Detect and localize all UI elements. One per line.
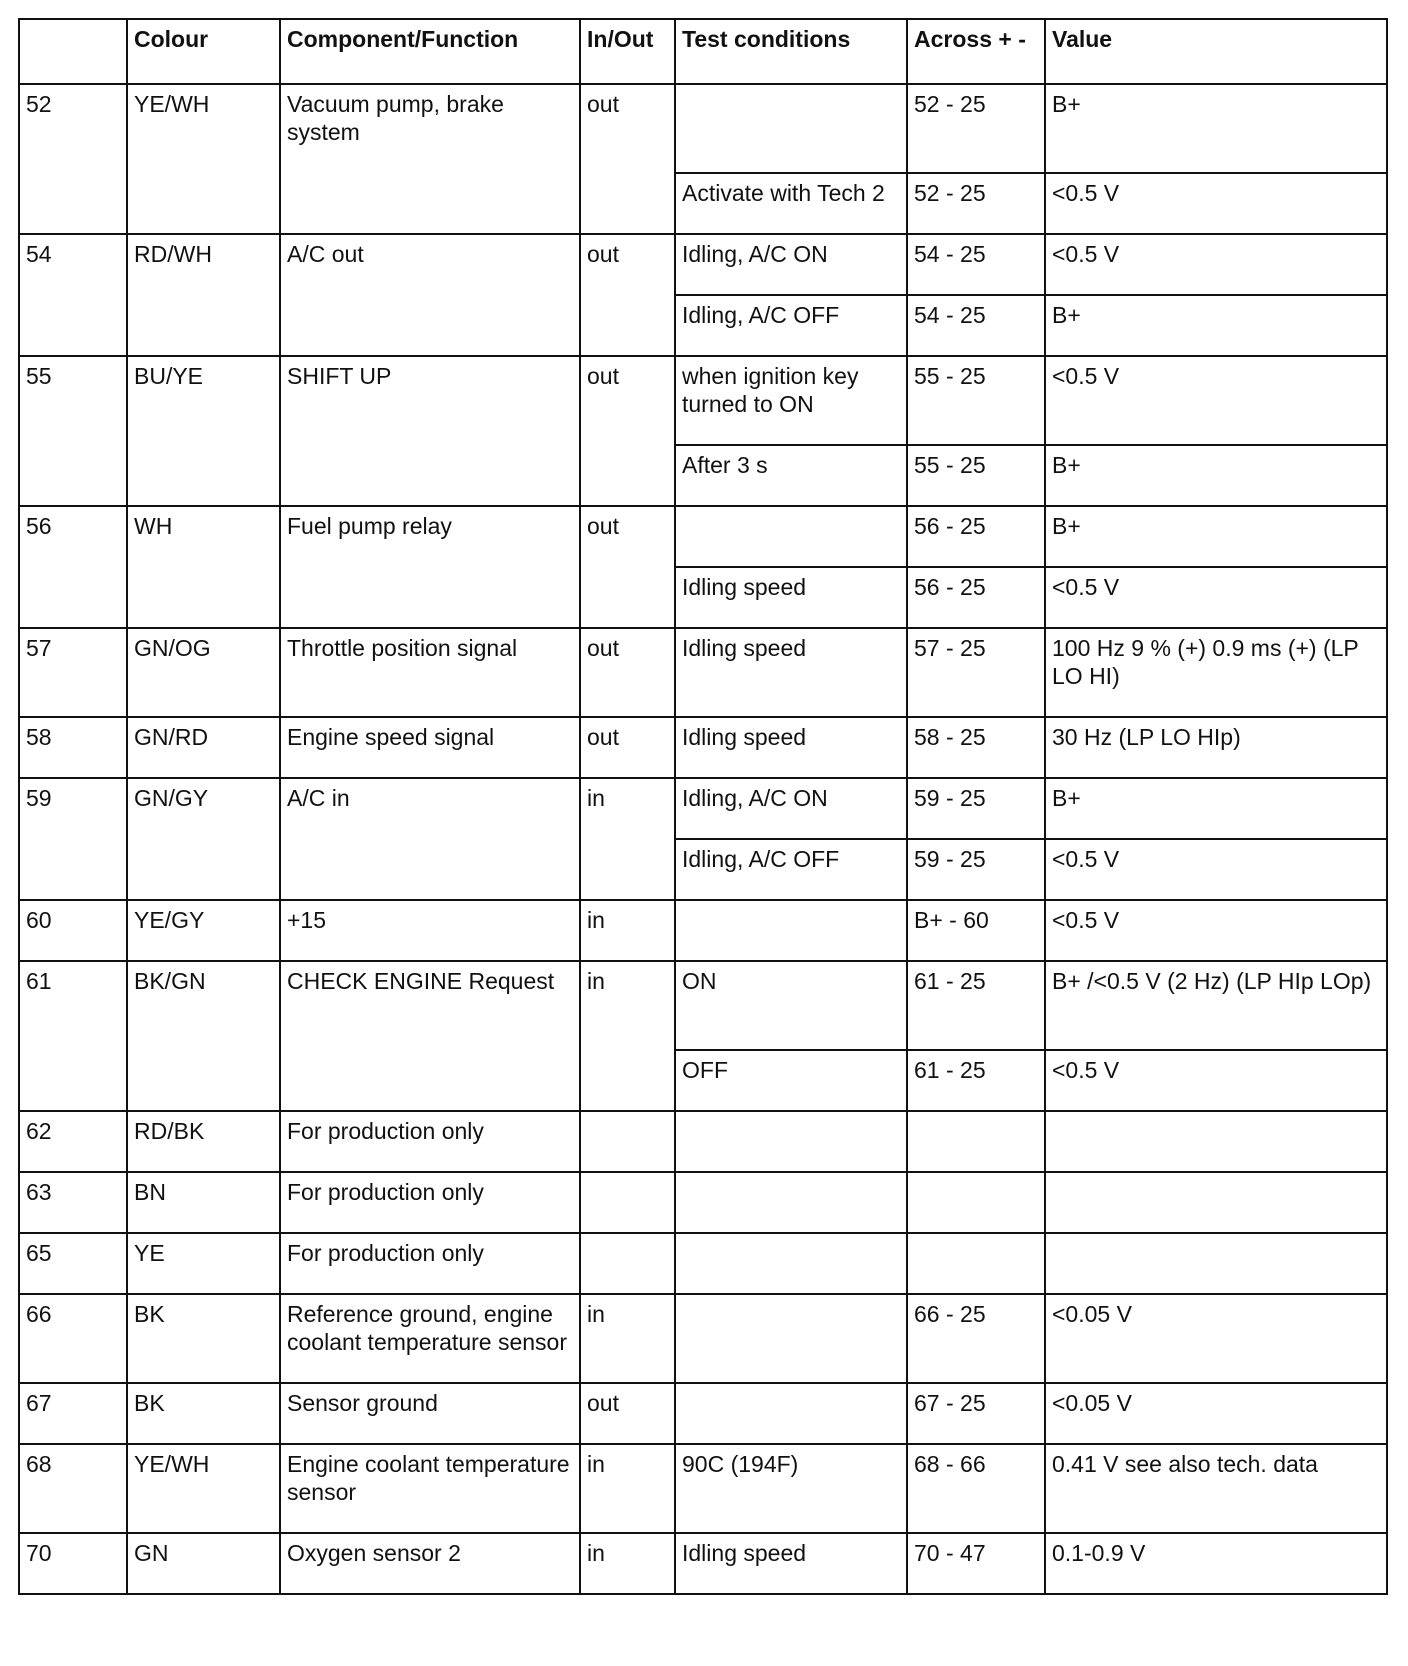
colour-cell: YE [127,1233,280,1294]
component-cell: Oxygen sensor 2 [280,1533,580,1594]
test-conditions-cell: Idling speed [675,628,907,717]
pin-cell: 56 [19,506,127,628]
value-cell [1045,1111,1387,1172]
colour-cell: BK/GN [127,961,280,1111]
test-conditions-cell [675,900,907,961]
component-cell: A/C in [280,778,580,900]
colour-cell: WH [127,506,280,628]
table-row [19,628,1387,717]
header-pin [19,19,127,84]
colour-cell: GN/OG [127,628,280,717]
value-cell: <0.5 V [1045,839,1387,900]
test-conditions-cell: OFF [675,1050,907,1111]
pin-cell: 59 [19,778,127,900]
across-cell: 56 - 25 [907,567,1045,628]
component-cell: +15 [280,900,580,961]
table-row [19,717,1387,778]
pin-cell: 63 [19,1172,127,1233]
across-cell: 54 - 25 [907,234,1045,295]
pin-cell: 54 [19,234,127,356]
test-conditions-cell: Idling speed [675,567,907,628]
header-row [19,19,1387,84]
value-cell: <0.5 V [1045,1050,1387,1111]
inout-cell: out [580,1383,675,1444]
across-cell: 54 - 25 [907,295,1045,356]
pin-cell: 70 [19,1533,127,1594]
across-cell: B+ - 60 [907,900,1045,961]
value-cell: <0.05 V [1045,1383,1387,1444]
value-cell [1045,1233,1387,1294]
test-conditions-cell: Idling, A/C ON [675,778,907,839]
across-cell: 61 - 25 [907,961,1045,1050]
table-row [19,234,1387,295]
value-cell: <0.5 V [1045,173,1387,234]
table-row [19,961,1387,1050]
across-cell: 67 - 25 [907,1383,1045,1444]
component-cell: Engine coolant temperature sensor [280,1444,580,1533]
test-conditions-cell [675,506,907,567]
component-cell: Sensor ground [280,1383,580,1444]
inout-cell: in [580,961,675,1111]
across-cell: 58 - 25 [907,717,1045,778]
inout-cell: in [580,900,675,961]
pin-cell: 55 [19,356,127,506]
table-row [19,1444,1387,1533]
pin-cell: 58 [19,717,127,778]
inout-cell: out [580,234,675,356]
across-cell: 52 - 25 [907,173,1045,234]
value-cell: B+ [1045,295,1387,356]
value-cell: 0.41 V see also tech. data [1045,1444,1387,1533]
across-cell: 55 - 25 [907,356,1045,445]
value-cell: <0.05 V [1045,1294,1387,1383]
component-cell: CHECK ENGINE Request [280,961,580,1111]
header-across: Across + - [907,19,1045,84]
colour-cell: GN/GY [127,778,280,900]
table-row [19,356,1387,445]
header-test-conditions: Test conditions [675,19,907,84]
table-row [19,506,1387,567]
value-cell: B+ [1045,445,1387,506]
table-body [19,84,1387,1594]
inout-cell: out [580,506,675,628]
colour-cell: BU/YE [127,356,280,506]
colour-cell: BN [127,1172,280,1233]
pin-cell: 65 [19,1233,127,1294]
table-row [19,1172,1387,1233]
colour-cell: GN [127,1533,280,1594]
pin-cell: 57 [19,628,127,717]
table-row [19,900,1387,961]
across-cell: 61 - 25 [907,1050,1045,1111]
across-cell: 56 - 25 [907,506,1045,567]
across-cell: 55 - 25 [907,445,1045,506]
value-cell: <0.5 V [1045,356,1387,445]
component-cell: Vacuum pump, brake system [280,84,580,234]
inout-cell [580,1172,675,1233]
across-cell [907,1111,1045,1172]
component-cell: A/C out [280,234,580,356]
pin-cell: 52 [19,84,127,234]
table-row [19,1383,1387,1444]
table-row [19,1111,1387,1172]
colour-cell: YE/WH [127,84,280,234]
pin-cell: 67 [19,1383,127,1444]
component-cell: For production only [280,1233,580,1294]
across-cell [907,1172,1045,1233]
component-cell: For production only [280,1111,580,1172]
value-cell [1045,1172,1387,1233]
header-inout: In/Out [580,19,675,84]
component-cell: Fuel pump relay [280,506,580,628]
colour-cell: BK [127,1294,280,1383]
test-conditions-cell [675,1111,907,1172]
component-cell: Reference ground, engine coolant temperature sensor [280,1294,580,1383]
colour-cell: GN/RD [127,717,280,778]
pin-cell: 62 [19,1111,127,1172]
test-conditions-cell: 90C (194F) [675,1444,907,1533]
value-cell: B+ [1045,778,1387,839]
inout-cell: in [580,778,675,900]
pin-cell: 68 [19,1444,127,1533]
across-cell [907,1233,1045,1294]
test-conditions-cell [675,1233,907,1294]
test-conditions-cell: Idling speed [675,717,907,778]
across-cell: 66 - 25 [907,1294,1045,1383]
table-row [19,1233,1387,1294]
across-cell: 70 - 47 [907,1533,1045,1594]
test-conditions-cell [675,84,907,173]
value-cell: B+ /<0.5 V (2 Hz) (LP HIp LOp) [1045,961,1387,1050]
test-conditions-cell: Idling speed [675,1533,907,1594]
table-row [19,84,1387,173]
pin-table [18,18,1388,1595]
colour-cell: BK [127,1383,280,1444]
inout-cell [580,1233,675,1294]
pin-cell: 61 [19,961,127,1111]
table-row [19,1533,1387,1594]
value-cell: <0.5 V [1045,567,1387,628]
component-cell: For production only [280,1172,580,1233]
test-conditions-cell [675,1172,907,1233]
component-cell: Throttle position signal [280,628,580,717]
across-cell: 59 - 25 [907,778,1045,839]
across-cell: 52 - 25 [907,84,1045,173]
inout-cell: in [580,1533,675,1594]
test-conditions-cell: Idling, A/C OFF [675,295,907,356]
test-conditions-cell: Idling, A/C OFF [675,839,907,900]
header-colour: Colour [127,19,280,84]
test-conditions-cell: Idling, A/C ON [675,234,907,295]
test-conditions-cell: ON [675,961,907,1050]
value-cell: 0.1-0.9 V [1045,1533,1387,1594]
across-cell: 68 - 66 [907,1444,1045,1533]
across-cell: 57 - 25 [907,628,1045,717]
value-cell: 30 Hz (LP LO HIp) [1045,717,1387,778]
inout-cell: out [580,356,675,506]
test-conditions-cell: After 3 s [675,445,907,506]
value-cell: B+ [1045,506,1387,567]
value-cell: B+ [1045,84,1387,173]
inout-cell: out [580,628,675,717]
test-conditions-cell [675,1294,907,1383]
inout-cell: in [580,1444,675,1533]
component-cell: SHIFT UP [280,356,580,506]
colour-cell: RD/BK [127,1111,280,1172]
value-cell: <0.5 V [1045,900,1387,961]
colour-cell: YE/GY [127,900,280,961]
across-cell: 59 - 25 [907,839,1045,900]
pin-cell: 60 [19,900,127,961]
inout-cell: out [580,717,675,778]
value-cell: 100 Hz 9 % (+) 0.9 ms (+) (LP LO HI) [1045,628,1387,717]
test-conditions-cell: Activate with Tech 2 [675,173,907,234]
table-row [19,778,1387,839]
header-component: Component/Function [280,19,580,84]
table-row [19,1294,1387,1383]
value-cell: <0.5 V [1045,234,1387,295]
inout-cell [580,1111,675,1172]
component-cell: Engine speed signal [280,717,580,778]
header-value: Value [1045,19,1387,84]
colour-cell: RD/WH [127,234,280,356]
colour-cell: YE/WH [127,1444,280,1533]
test-conditions-cell: when ignition key turned to ON [675,356,907,445]
inout-cell: out [580,84,675,234]
test-conditions-cell [675,1383,907,1444]
inout-cell: in [580,1294,675,1383]
pin-cell: 66 [19,1294,127,1383]
